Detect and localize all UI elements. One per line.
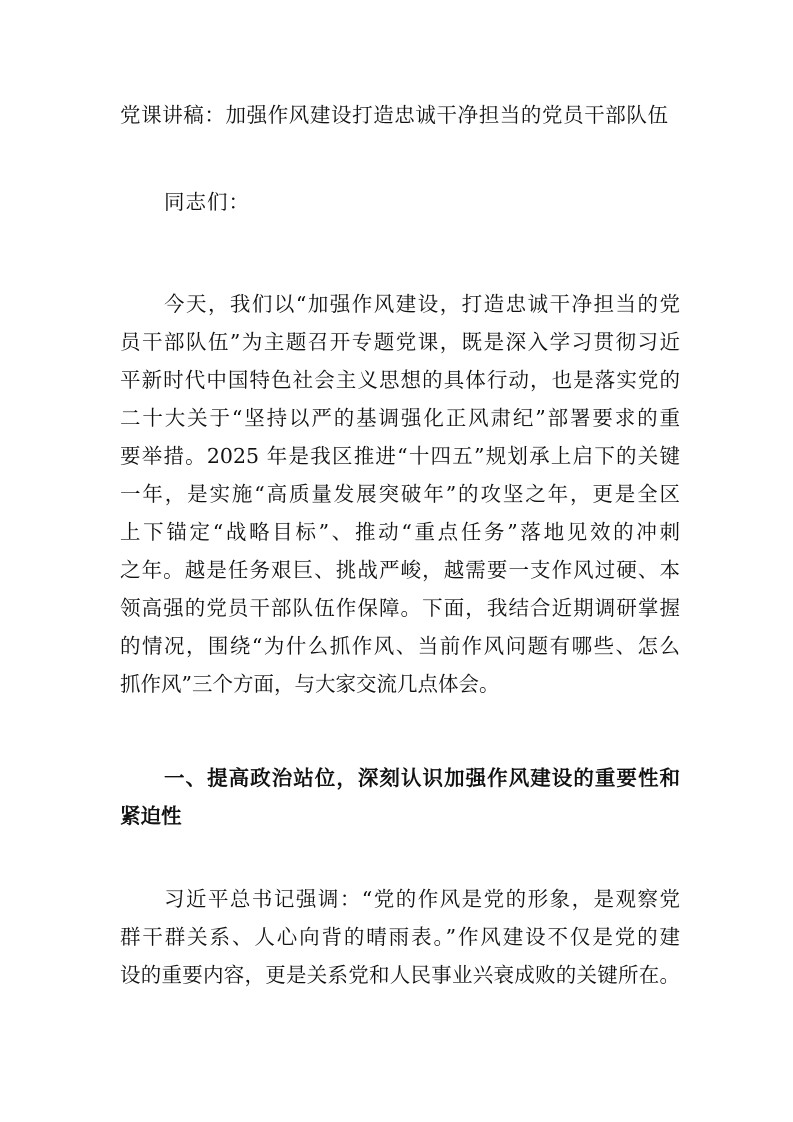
paragraph-line: 平新时代中国特色社会主义思想的具体行动，也是落实党的	[120, 368, 680, 392]
paragraph-line: 一年，是实施“高质量发展突破年”的攻坚之年，更是全区	[120, 482, 680, 506]
paragraph-line: 抓作风”三个方面，与大家交流几点体会。	[120, 672, 500, 696]
paragraph-intro	[120, 285, 680, 703]
paragraph-line: 二十大关于“坚持以严的基调强化正风肃纪”部署要求的重	[120, 406, 680, 430]
section-heading-1	[120, 759, 680, 835]
salutation: 同志们：	[164, 190, 250, 214]
paragraph-line: 设的重要内容，更是关系党和人民事业兴衰成败的关键所在。	[120, 963, 680, 987]
paragraph-line: 今天，我们以“加强作风建设，打造忠诚干净担当的党	[164, 292, 680, 316]
paragraph-line: 要举措。2025 年是我区推进“十四五”规划承上启下的关键	[120, 444, 680, 468]
paragraph-section-1	[120, 880, 680, 994]
paragraph-line: 的情况，围绕“为什么抓作风、当前作风问题有哪些、怎么	[120, 634, 680, 658]
document-title: 党课讲稿：加强作风建设打造忠诚干净担当的党员干部队伍	[120, 103, 669, 127]
paragraph-line: 之年。越是任务艰巨、挑战严峻，越需要一支作风过硬、本	[120, 558, 680, 582]
paragraph-line: 上下锚定“战略目标”、推动“重点任务”落地见效的冲刺	[120, 520, 680, 544]
paragraph-line: 习近平总书记强调：“党的作风是党的形象，是观察党	[164, 887, 680, 911]
paragraph-line: 群干群关系、人心向背的晴雨表。”作风建设不仅是党的建	[120, 925, 680, 949]
heading-line: 紧迫性	[120, 804, 182, 828]
paragraph-line: 员干部队伍”为主题召开专题党课，既是深入学习贯彻习近	[120, 330, 680, 354]
paragraph-line: 领高强的党员干部队伍作保障。下面，我结合近期调研掌握	[120, 596, 680, 620]
heading-line: 一、提高政治站位，深刻认识加强作风建设的重要性和	[164, 766, 680, 790]
